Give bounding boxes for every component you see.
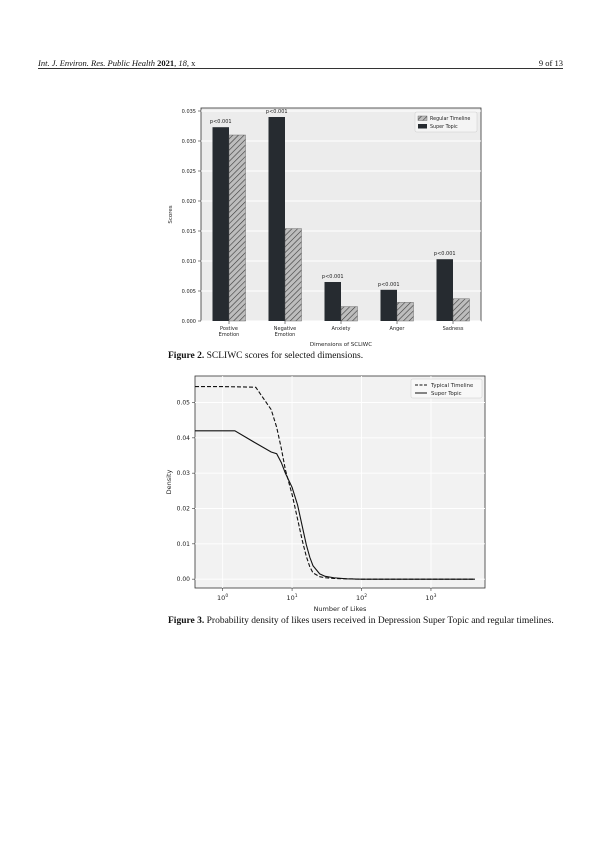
y-axis-label: Density [165,469,173,495]
y-tick-label: 0.030 [181,138,196,145]
journal-citation: Int. J. Environ. Res. Public Health 2021, 18, x [38,58,196,68]
journal-volume: 18 [178,58,187,68]
p-value-annotation: p<0.001 [321,274,344,280]
y-axis-label: Scores [168,205,174,224]
x-axis-label: Number of Likes [313,605,367,613]
bar-regular-timeline [285,229,302,321]
x-tick-label: Emotion [274,332,296,338]
y-tick-label: 0.01 [176,540,190,548]
bar-super-topic [437,259,454,321]
p-value-annotation: p<0.001 [265,109,288,115]
figure-2-label: Figure 2. [168,351,205,361]
journal-year: 2021 [157,58,175,68]
plot-area [195,376,485,588]
x-tick-label: $10^0$ [217,594,229,602]
bar-super-topic [381,290,398,321]
y-tick-label: 0.015 [181,228,196,235]
journal-issue: x [191,58,196,68]
x-tick-label: Postive [220,326,238,332]
x-tick-label: Anger [389,326,405,332]
bar-regular-timeline [397,302,414,321]
p-value-annotation: p<0.001 [433,251,456,258]
y-tick-label: 0.05 [176,399,190,407]
figure-2-caption-text: SCLIWC scores for selected dimensions. [206,351,364,361]
bar-regular-timeline [229,135,246,321]
legend-label: Regular Timeline [430,117,471,122]
x-tick-label: $10^1$ [286,594,298,602]
x-tick-label: $10^3$ [425,594,437,602]
x-axis-label: Dimensions of SCLIWC [309,342,373,348]
bar-super-topic [213,127,230,321]
figure-3-caption [168,615,568,628]
y-tick-label: 0.025 [181,168,196,175]
x-tick-label: $10^2$ [355,594,368,602]
bar-super-topic [269,117,286,321]
y-tick-label: 0.020 [181,198,196,205]
figure-2-caption [168,350,363,363]
y-tick-label: 0.04 [176,434,190,442]
y-tick-label: 0.03 [176,470,190,478]
legend-swatch-super-topic [418,124,427,129]
figure-2-bar-chart [160,100,490,350]
y-tick-label: 0.005 [181,288,196,295]
bar-regular-timeline [341,307,358,321]
header-rule [38,68,563,69]
figure-3-line-chart [160,368,500,613]
journal-name: Int. J. Environ. Res. Public Health [38,58,156,68]
y-tick-label: 0.00 [176,576,190,584]
legend-label: Super Topic [431,391,462,397]
p-value-annotation: p<0.001 [377,281,400,288]
y-tick-label: 0.010 [181,258,196,265]
x-tick-label: Anxiety [331,326,351,332]
legend-swatch-regular-timeline [418,116,427,121]
bar-regular-timeline [453,299,470,321]
y-tick-label: 0.035 [181,108,196,115]
y-tick-label: 0.000 [181,318,196,325]
y-tick-label: 0.02 [176,505,190,513]
x-tick-label: Emotion [218,332,240,338]
figure-3-label: Figure 3. [168,616,205,626]
x-tick-label: Sadness [442,326,464,332]
bar-super-topic [325,282,342,321]
p-value-annotation: p<0.001 [209,119,232,126]
legend-label: Typical Timeline [431,383,474,389]
running-header [38,50,563,68]
figure-3-caption-text: Probability density of likes users received in Depression Super Topic and regular timelines. [206,616,554,626]
legend-label: Super Topic [430,125,458,130]
page-number: 9 of 13 [538,58,563,68]
x-tick-label: Negative [273,326,297,332]
